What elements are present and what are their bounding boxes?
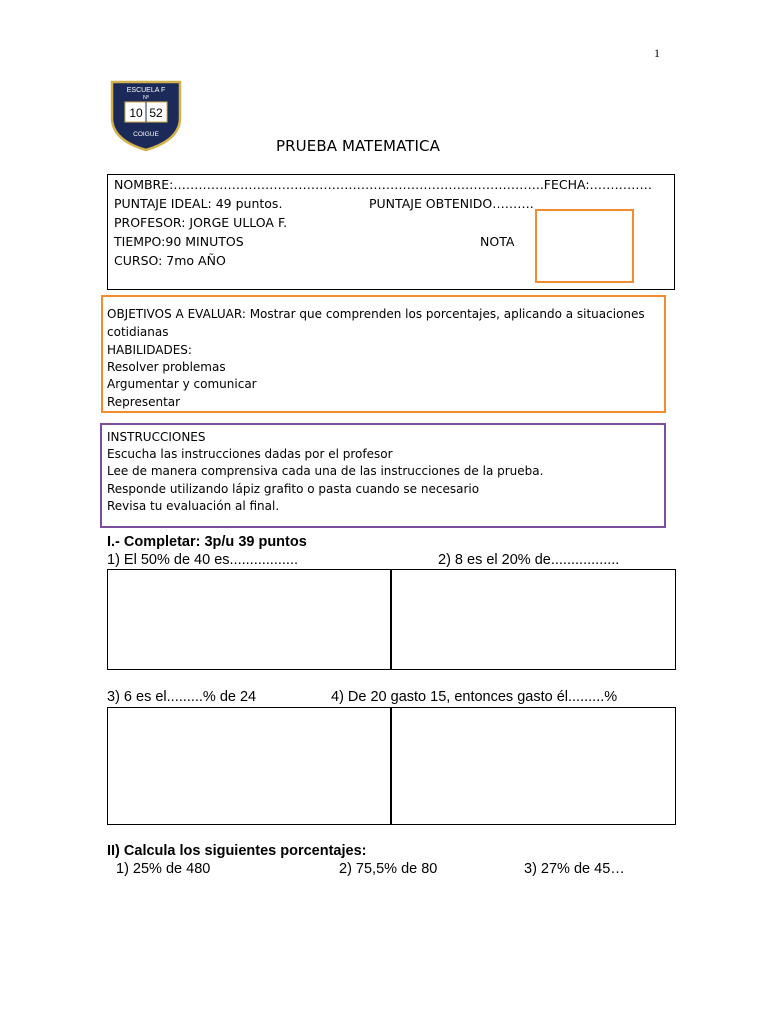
- logo-number-right: 52: [149, 106, 163, 120]
- logo-top-text: ESCUELA F: [126, 87, 166, 94]
- nota-field[interactable]: [535, 209, 634, 283]
- logo-number-left: 10: [129, 106, 143, 120]
- puntaje-obtenido: PUNTAJE OBTENIDO……….: [369, 196, 534, 211]
- objectives-line: OBJETIVOS A EVALUAR: Mostrar que comprenden los porcentajes, aplicando a situaciones: [107, 307, 645, 321]
- percentage-question-1: 1) 25% de 480: [116, 861, 211, 877]
- logo-bottom-text: COIGUE: [133, 131, 159, 138]
- page-number: 1: [654, 46, 660, 60]
- instruction-item: Lee de manera comprensiva cada una de las instrucciones de la prueba.: [107, 464, 544, 478]
- skills-heading: HABILIDADES:: [107, 343, 192, 357]
- puntaje-ideal: PUNTAJE IDEAL: 49 puntos.: [114, 196, 283, 211]
- profesor: PROFESOR: JORGE ULLOA F.: [114, 215, 288, 230]
- answer-box-4[interactable]: [390, 707, 676, 825]
- nombre-fecha-line[interactable]: NOMBRE:……………………………………………………………………………..FECHA:……………: [114, 177, 653, 192]
- percentage-question-2: 2) 75,5% de 80: [339, 861, 438, 877]
- question-4: 4) De 20 gasto 15, entonces gasto él.........%: [331, 689, 618, 705]
- answer-box-1[interactable]: [107, 569, 392, 670]
- tiempo: TIEMPO:90 MINUTOS: [114, 234, 244, 249]
- instructions-heading: INSTRUCCIONES: [107, 430, 206, 444]
- logo-mid-text: Nº: [143, 95, 149, 101]
- school-logo: [106, 78, 186, 152]
- skill-item: Resolver problemas: [107, 360, 226, 374]
- question-3: 3) 6 es el.........% de 24: [107, 689, 257, 705]
- section1-heading: I.- Completar: 3p/u 39 puntos: [107, 534, 307, 550]
- question-2: 2) 8 es el 20% de.................: [438, 552, 620, 568]
- instruction-item: Revisa tu evaluación al final.: [107, 499, 280, 513]
- skill-item: Representar: [107, 395, 181, 409]
- question-1: 1) El 50% de 40 es.................: [107, 552, 299, 568]
- curso: CURSO: 7mo AÑO: [114, 253, 226, 268]
- skill-item: Argumentar y comunicar: [107, 377, 257, 391]
- answer-box-3[interactable]: [107, 707, 392, 825]
- answer-box-2[interactable]: [390, 569, 676, 670]
- nota-label: NOTA: [480, 234, 515, 249]
- instruction-item: Escucha las instrucciones dadas por el profesor: [107, 447, 393, 461]
- percentage-question-3: 3) 27% de 45…: [524, 861, 625, 877]
- instruction-item: Responde utilizando lápiz grafito o pasta cuando se necesario: [107, 482, 480, 496]
- objectives-line: cotidianas: [107, 325, 169, 339]
- section2-heading: II) Calcula los siguientes porcentajes:: [107, 843, 367, 859]
- document-title: PRUEBA MATEMATICA: [276, 137, 440, 155]
